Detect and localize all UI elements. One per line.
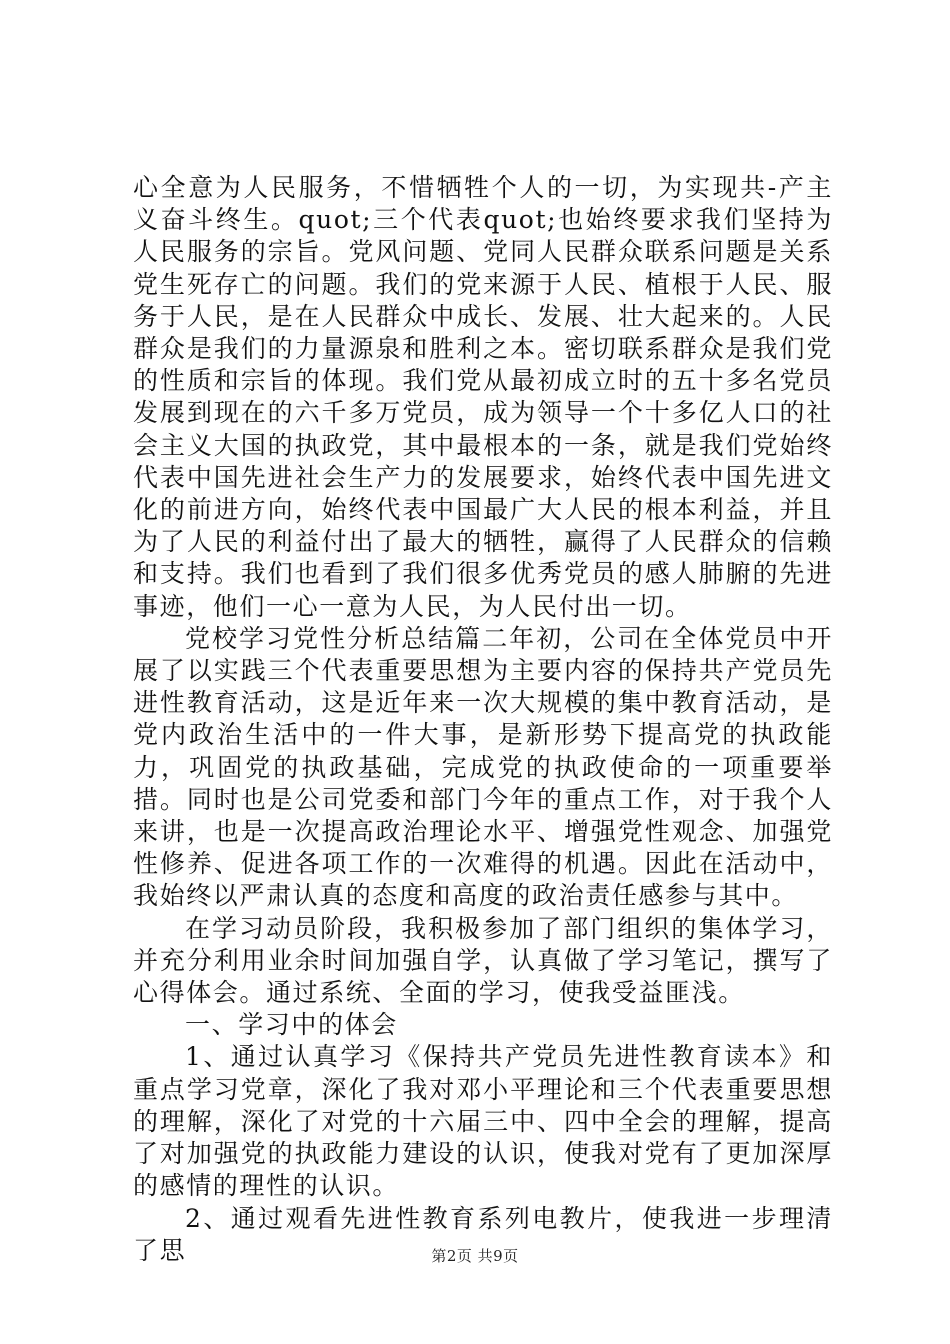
paragraph-continuation: 心全意为人民服务，不惜牺牲个人的一切，为实现共-产主义奋斗终生。quot;三个代表quot;也始终要求我们坚持为人民服务的宗旨。党风问题、党同人民群众联系问题是关系党生死存亡的问题。我们的党来源于人民、植根于人民、服务于人民，是在人民群众中成长、发展、壮大起来的。人民群众是我们的力量源泉和胜利之本。密切联系群众是我们党的性质和宗旨的体现。我们党从最初成立时的五十多名党员发展到现在的六千多万党员，成为领导一个十多亿人口的社会主义大国的执政党，其中最根本的一条，就是我们党始终代表中国先进社会生产力的发展要求，始终代表中国先进文化的前进方向，始终代表中国最广大人民的根本利益，并且为了人民的利益付出了最大的牺牲，赢得了人民群众的信赖和支持。我们也看到了我们很多优秀党员的感人肺腑的先进事迹，他们一心一意为人民，为人民付出一切。 [133,173,833,621]
page-number: 第2页 [431,1247,473,1265]
page-footer [0,1245,950,1266]
paragraph-point-one: 1、通过认真学习《保持共产党员先进性教育读本》和重点学习党章，深化了我对邓小平理论和三个代表重要思想的理解，深化了对党的十六届三中、四中全会的理解，提高了对加强党的执政能力建设的认识，使我对党有了更加深厚的感情的理性的认识。 [133,1042,833,1201]
section-heading-study-experience: 一、学习中的体会 [185,1010,398,1040]
paragraph-article-two-intro: 党校学习党性分析总结篇二年初，公司在全体党员中开展了以实践三个代表重要思想为主要内容的保持共产党员先进性教育活动，这是近年来一次大规模的集中教育活动，是党内政治生活中的一件大事，是新形势下提高党的执政能力，巩固党的执政基础，完成党的执政使命的一项重要举措。同时也是公司党委和部门今年的重点工作，对于我个人来讲，也是一次提高政治理论水平、增强党性观念、加强党性修养、促进各项工作的一次难得的机遇。因此在活动中，我始终以严肃认真的态度和高度的政治责任感参与其中。 [133,623,833,911]
paragraph-study-stage: 在学习动员阶段，我积极参加了部门组织的集体学习，并充分利用业余时间加强自学，认真做了学习笔记，撰写了心得体会。通过系统、全面的学习，使我受益匪浅。 [133,913,833,1008]
paragraph-point-two: 2、通过观看先进性教育系列电教片，使我进一步理清了思 [133,1203,833,1265]
document-body [133,172,833,1267]
page-total: 共9页 [477,1247,519,1265]
